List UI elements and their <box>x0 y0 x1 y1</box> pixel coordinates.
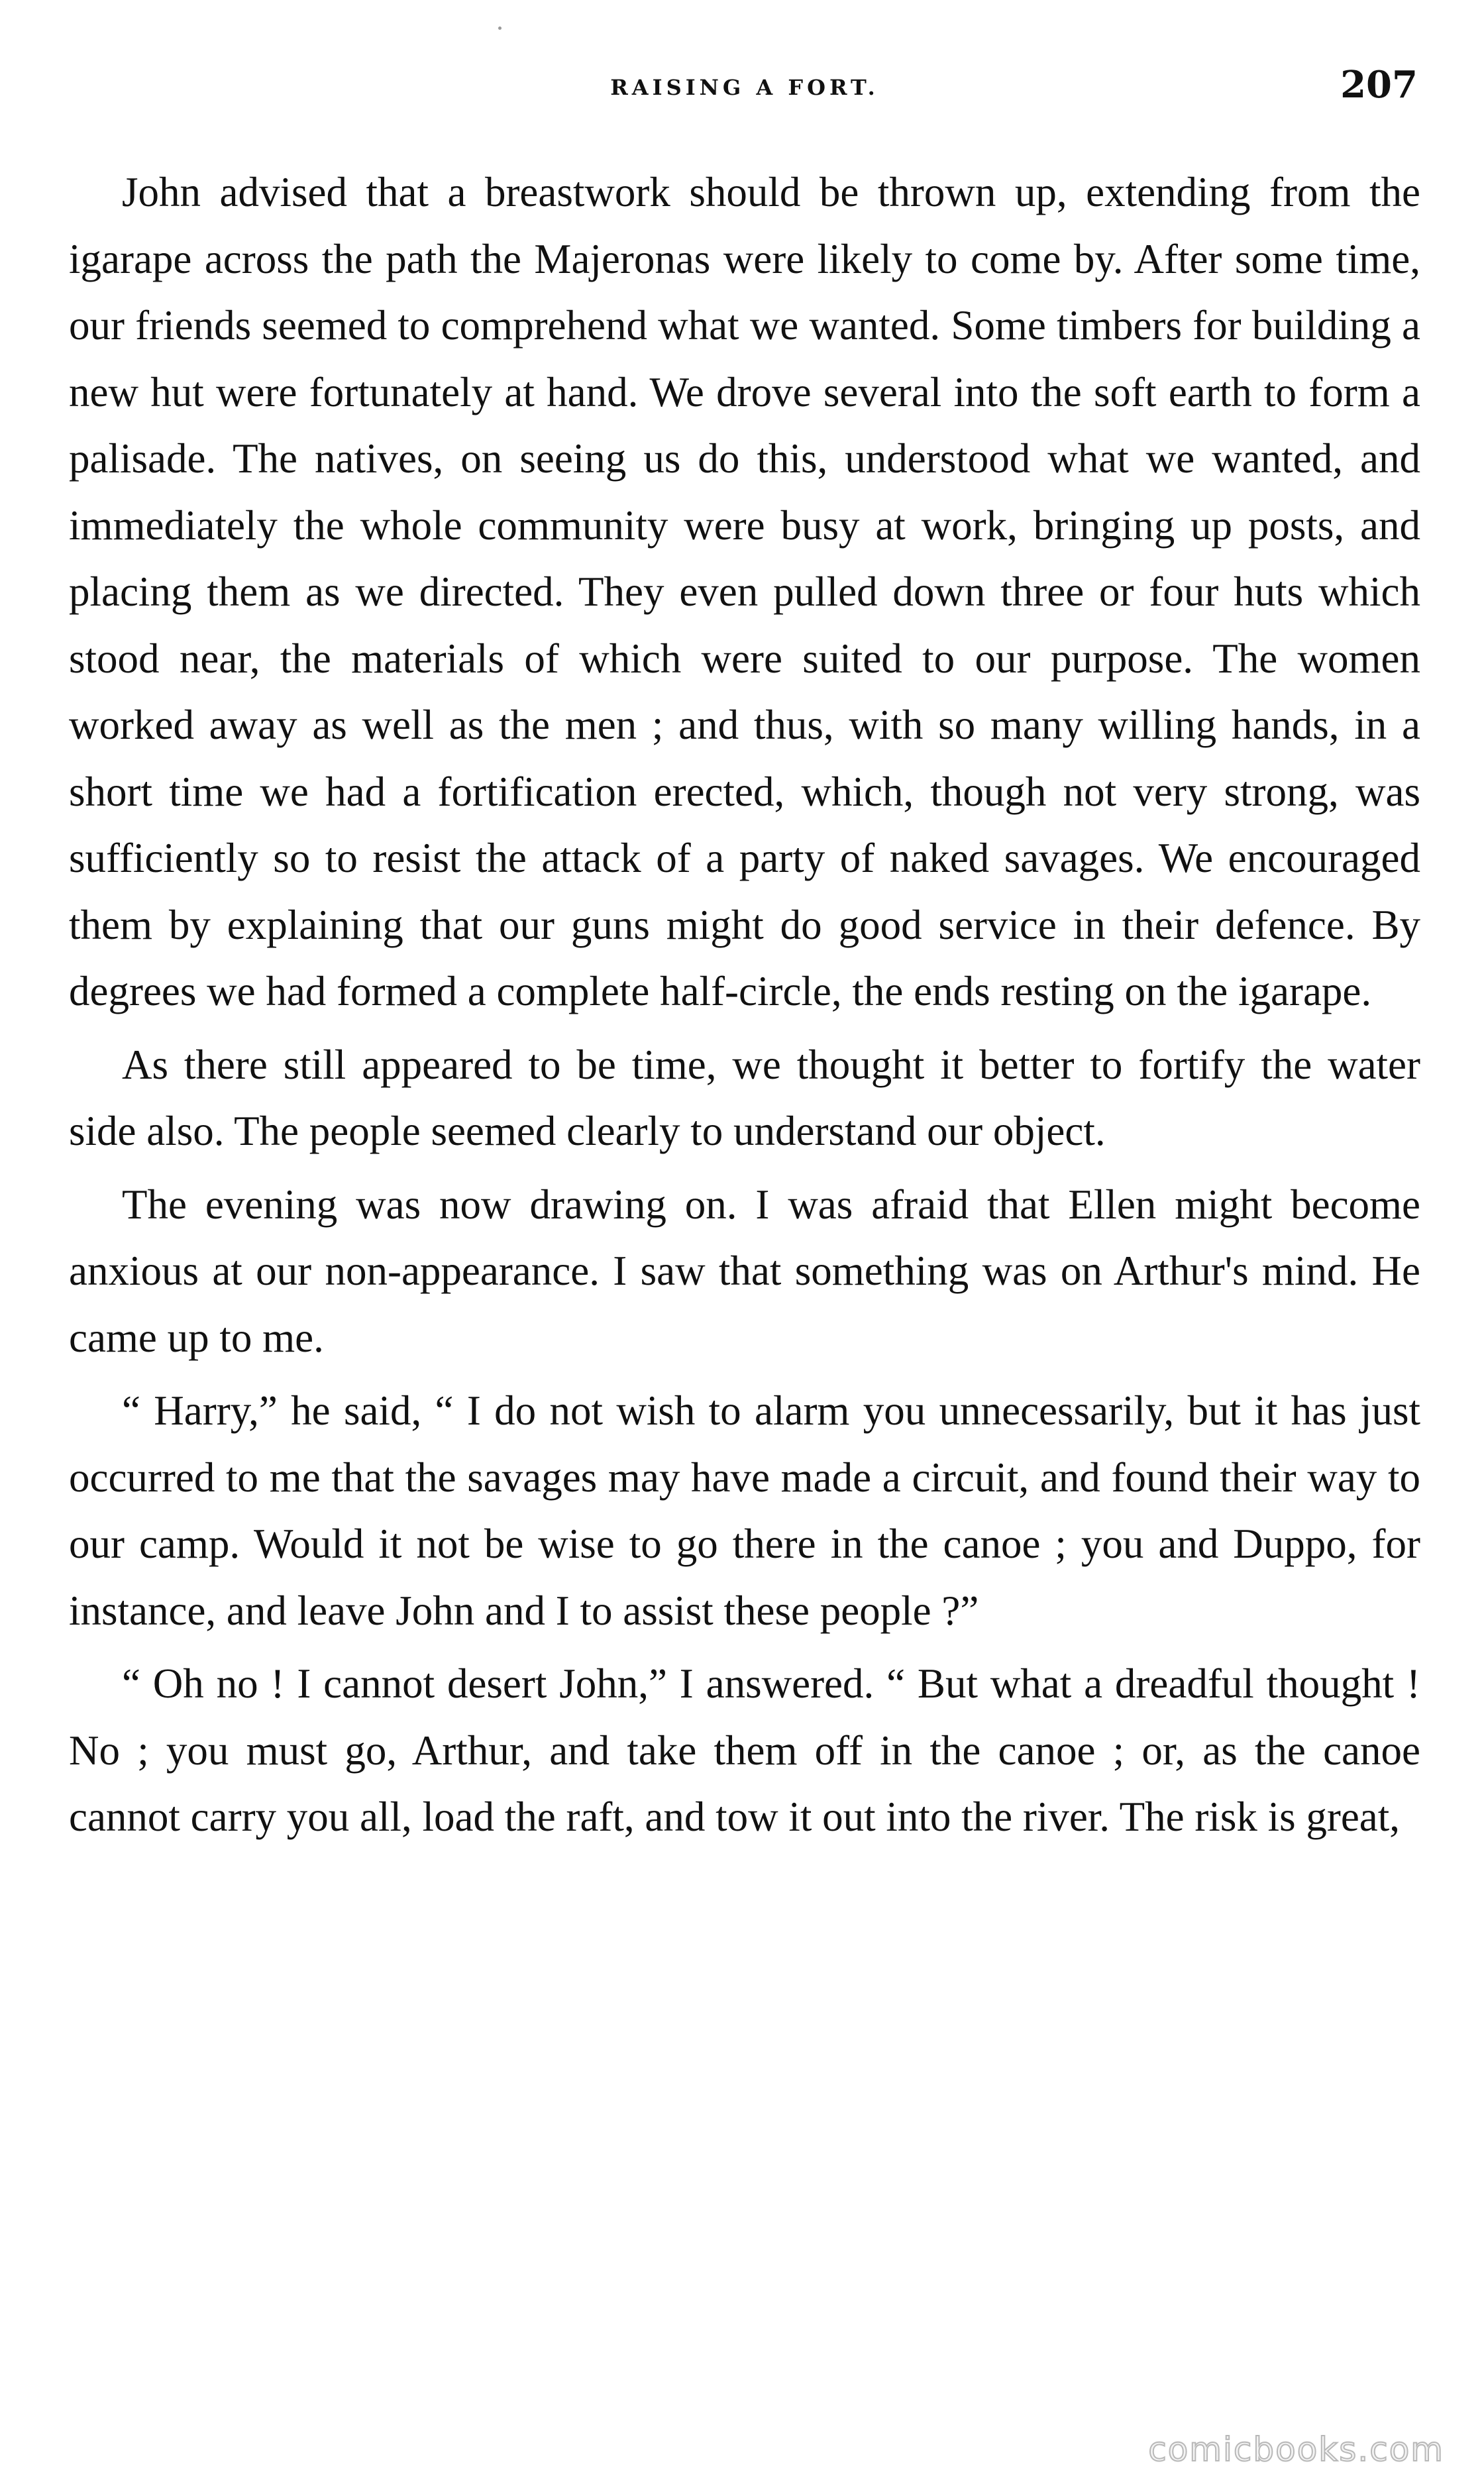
watermark: comicbooks.com <box>1148 2430 1444 2469</box>
running-head: RAISING A FORT. <box>610 75 879 100</box>
print-speck <box>498 27 502 30</box>
body-text <box>69 159 1420 1857</box>
paragraph: As there still appeared to be time, we thought it better to fortify the water side also. The people seemed clearly to understand our object. <box>69 1041 1420 1154</box>
page-number: 207 <box>1340 63 1418 107</box>
paragraph: The evening was now drawing on. I was afraid that Ellen might become anxious at our non-appearance. I saw that something was on Arthur's mind. He came up to me. <box>69 1181 1420 1361</box>
paragraph: John advised that a breastwork should be thrown up, extending from the igarape across the path the Majeronas were likely to come by. After some time, our friends seemed to comprehend what we wanted. Some timbers for building a new hut were fortunately at hand. We drove several into the soft earth to form a palisade. The natives, on seeing us do this, understood what we wanted, and immediately the whole community were busy at work, bringing up posts, and placing them as we directed. They even pulled down three or four huts which stood near, the materials of which were suited to our purpose. The women worked away as well as the men ; and thus, with so many willing hands, in a short time we had a fortification erected, which, though not very strong, was sufficiently so to resist the attack of a party of naked savages. We encouraged them by explaining that our guns might do good service in their defence. By degrees we had formed a complete half-circle, the ends resting on the igarape. <box>69 169 1420 1014</box>
page-header <box>69 63 1420 123</box>
paragraph: “ Oh no ! I cannot desert John,” I answered. “ But what a dreadful thought ! No ; you must go, Arthur, and take them off in the canoe ; or, as the canoe cannot carry you all, load the raft, and tow it out into the river. The risk is great, <box>69 1660 1420 1840</box>
paragraph: “ Harry,” he said, “ I do not wish to alarm you unnecessarily, but it has just occurred to me that the savages may have made a circuit, and found their way to our camp. Would it not be wise to go there in the canoe ; you and Duppo, for instance, and leave John and I to assist these people ?” <box>69 1387 1420 1634</box>
